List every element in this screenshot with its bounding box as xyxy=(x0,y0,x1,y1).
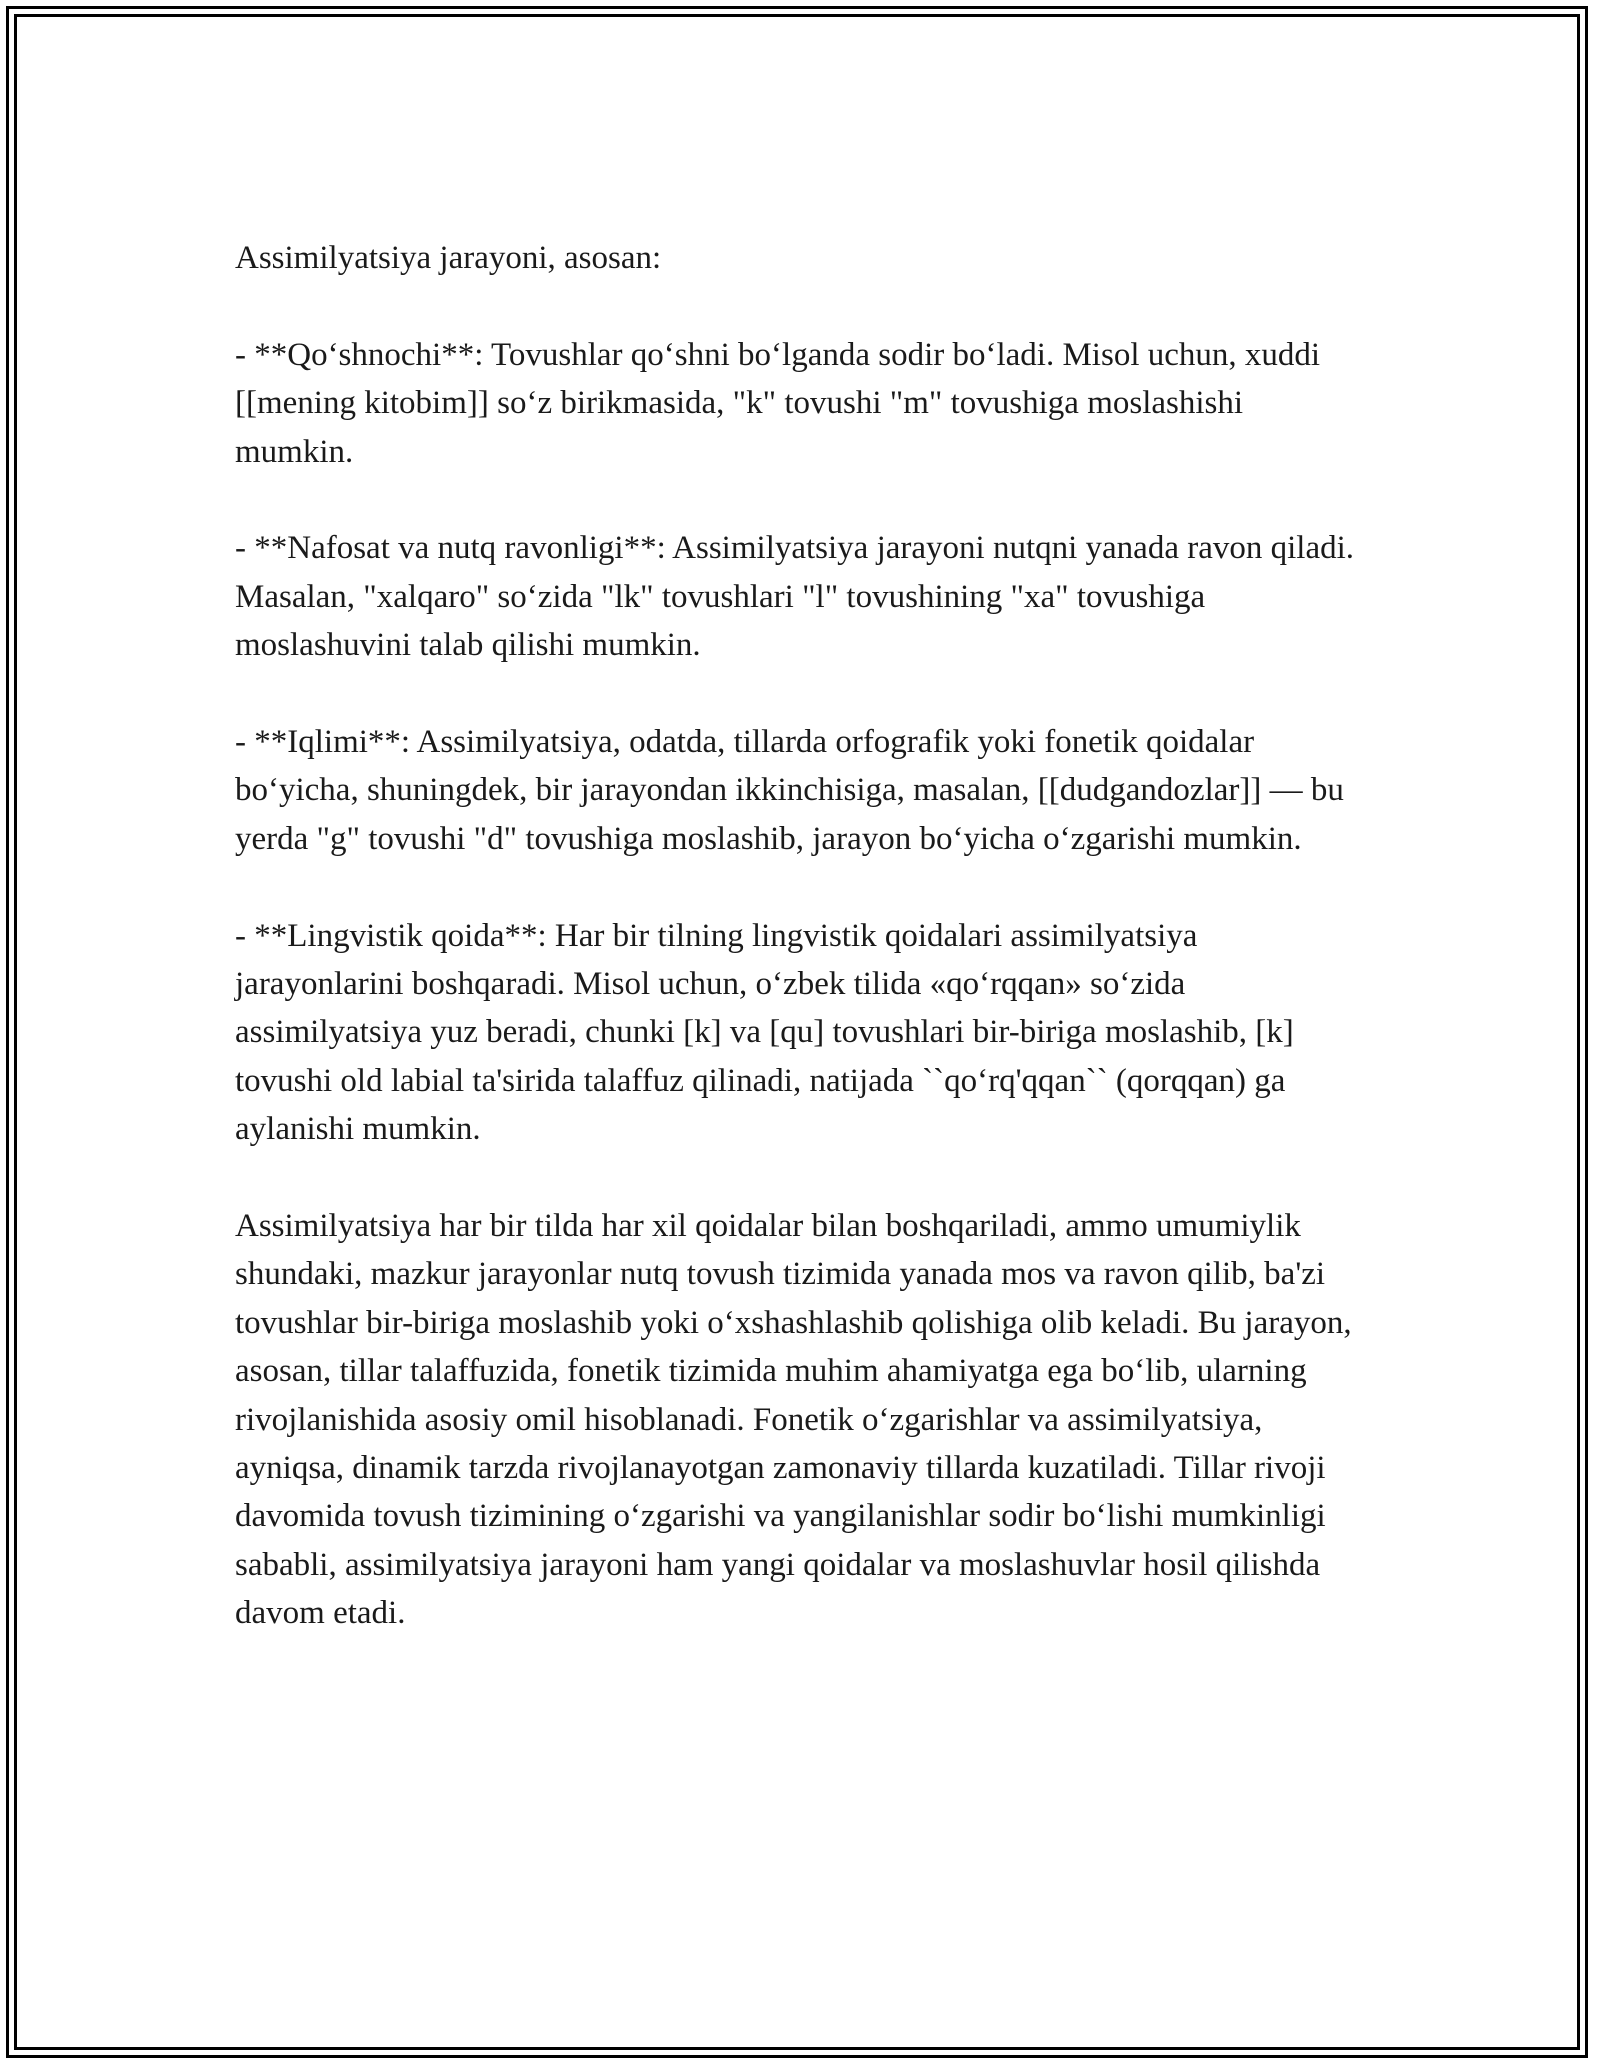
list-item: - **Iqlimi**: Assimilyatsiya, odatda, tillarda orfografik yoki fonetik qoidalar bo‘yicha, shuningdek, bir jarayondan ikkinchisiga, masalan, [[dudgandozlar]] — bu yerda "g" tovushi "d" tovushiga moslashib, jarayon bo‘yicha o‘zgarishi mumkin. xyxy=(235,724,1344,857)
list-item: - **Qo‘shnochi**: Tovushlar qo‘shni bo‘lganda sodir bo‘ladi. Misol uchun, xuddi [[mening kitobim]] so‘z birikmasida, "k" tovushi "m" tovushiga moslashishi mumkin. xyxy=(235,336,1321,470)
intro-paragraph: Assimilyatsiya jarayoni, asosan: xyxy=(235,240,662,276)
document-body xyxy=(235,234,1365,1686)
list-item: - **Nafosat va nutq ravonligi**: Assimilyatsiya jarayoni nutqni yanada ravon qiladi. Masalan, "xalqaro" so‘zida "lk" tovushlari "l" tovushining "xa" tovushiga moslashuvini talab qilishi mumkin. xyxy=(235,530,1355,664)
list-item: - **Lingvistik qoida**: Har bir tilning lingvistik qoidalari assimilyatsiya jarayonlarini boshqaradi. Misol uchun, o‘zbek tilida «qo‘rqqan» so‘zida assimilyatsiya yuz beradi, chunki [k] va [qu] tovushlari bir-biriga moslashib, [k] tovushi old labial ta'sirida talaffuz qilinadi, natijada ``qo‘rq'qqan`` (qorqqan) ga aylanishi mumkin. xyxy=(235,917,1294,1148)
conclusion-paragraph: Assimilyatsiya har bir tilda har xil qoidalar bilan boshqariladi, ammo umumiylik shundaki, mazkur jarayonlar nutq tovush tizimida yanada mos va ravon qilib, ba'zi tovushlar bir-biriga moslashib yoki o‘xshashlashib qolishiga olib keladi. Bu jarayon, asosan, tillar talaffuzida, fonetik tizimida muhim ahamiyatga ega bo‘lib, ularning rivojlanishida asosiy omil hisoblanadi. Fonetik o‘zgarishlar va assimilyatsiya, ayniqsa, dinamik tarzda rivojlanayotgan zamonaviy tillarda kuzatiladi. Tillar rivoji davomida tovush tizimining o‘zgarishi va yangilanishlar sodir bo‘lishi mumkinligi sababli, assimilyatsiya jarayoni ham yangi qoidalar va moslashuvlar hosil qilishda davom etadi. xyxy=(235,1208,1352,1632)
